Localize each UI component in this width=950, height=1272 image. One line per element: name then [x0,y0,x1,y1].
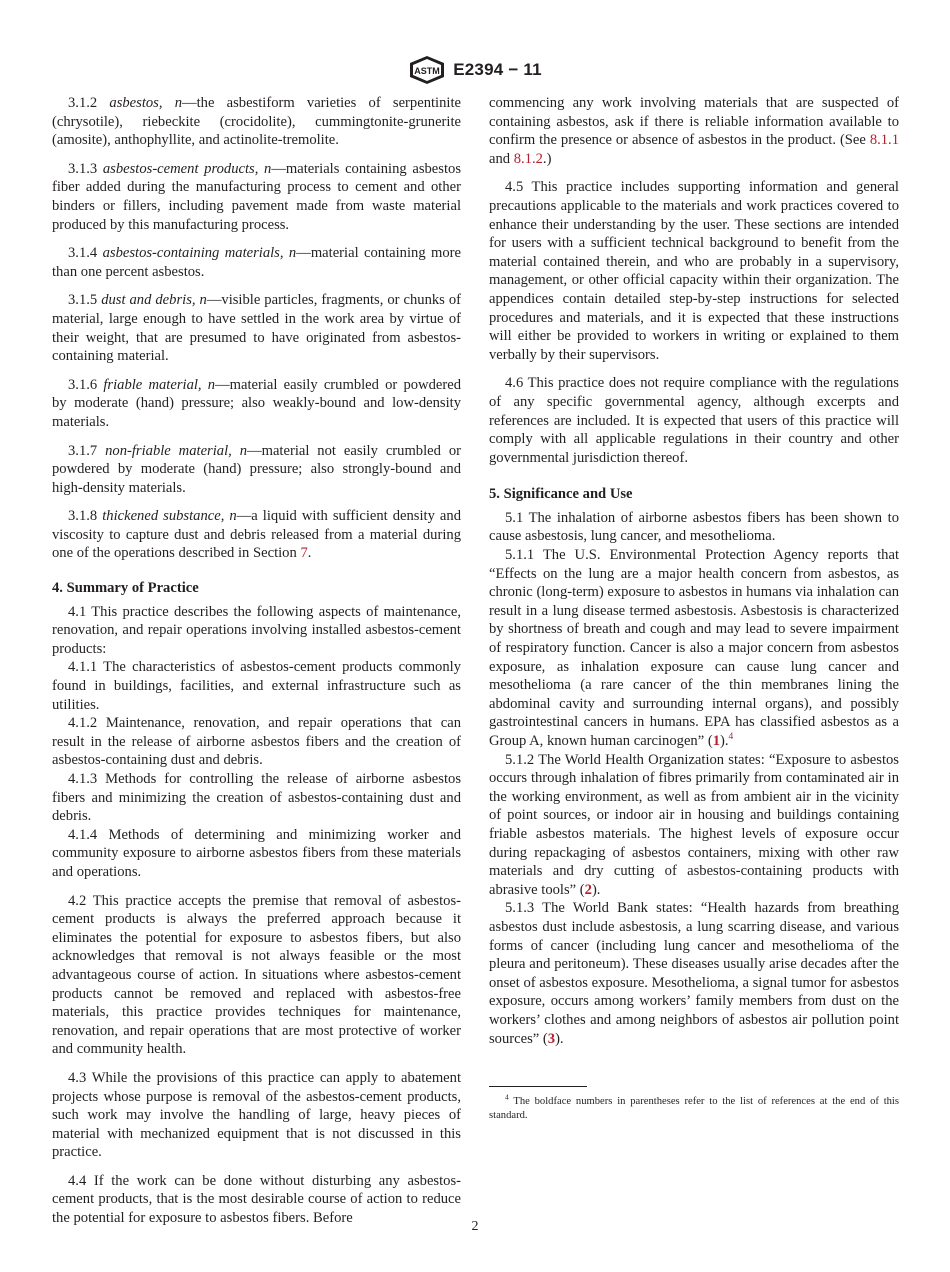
logo-text: ASTM [414,66,440,76]
defined-term: non-friable material, n [105,442,247,459]
paragraph-4-2: 4.2 This practice accepts the premise that removal of asbestos-cement products is always the preferred approach because it eliminates the potential for exposure to asbestos fibers, but also acknowledges that removal is not always feasible or the most advantageous course of action. In situations where asbestos-cement products cannot be removed and replaced with asbestos-free materials, this practice provides techniques for maintenance, renovation, and repair operations that are most protective of worker and community health. [52,892,461,1058]
footnote-number: 4 [505,1092,509,1102]
definition-3-1-6 [52,376,461,432]
definition-body: —visible particles, fragments, or chunks of material, large enough to have settled in the work area by virtue of their weight, that are presumed to have originated from asbestos-containing material. [52,292,462,365]
paragraph-text: 5.1.1 The U.S. Environmental Protection Agency reports that “Effects on the lung are a major health concern from asbestos, as chronic (long-term) exposure to asbestos in humans via inhalation can result in a lung disease termed asbestosis. Asbestosis is characterized by shortness of breath and cough and may lead to severe impairment of respiratory function. Cancer is also a major concern from asbestos exposure, as inhalation exposure can cause lung cancer and mesothelioma (a rare cancer of the thin membranes lining the abdominal cavity and surrounding internal organs), and possibly gastrointestinal cancers in humans. EPA has classified asbestos as a Group A, known human carcinogen” ( [489,547,899,749]
paragraph-5-1: 5.1 The inhalation of airborne asbestos fibers has been shown to cause asbestosis, lung cancer, and mesothelioma. [489,509,899,545]
section-4-heading: 4. Summary of Practice [52,580,199,597]
paragraph-4-4-start: 4.4 If the work can be done without disturbing any asbestos-cement products, that is the most desirable course of action to reduce the potential for exposure to asbestos fibers. Before [52,1172,461,1227]
paragraph-text: 5.1.3 The World Bank states: “Health hazards from breathing asbestos dust include asbestosis, a lung scarring disease, and various forms of cancer (including lung cancer and mesothelioma of the pleura and peritoneum). These diseases usually arise decades after the onset of asbestos exposure. Mesothelioma, a signal tumor for asbestos exposure, occurs among workers’ family members from dust on the workers’ clothes and among neighbors of asbestos air pollution point sources” ( [489,900,899,1047]
section-7-link[interactable]: 7 [300,545,308,562]
defined-term: dust and debris, n [101,292,207,309]
definition-3-1-5 [52,291,461,365]
paragraph-5-1-1 [489,546,899,751]
clause-number: 3.1.5 [68,292,98,309]
definition-body: —material easily crumbled or powdered by moderate (hand) pressure; also weakly-bound and low-density materials. [52,376,461,430]
paragraph-5-1-3 [489,899,899,1048]
paragraph-4-1-3: 4.1.3 Methods for controlling the release of airborne asbestos fibers and minimizing the creation of asbestos-containing dust and debris. [52,771,461,825]
definition-3-1-2 [52,94,461,150]
definition-3-1-7 [52,442,461,498]
clause-number: 3.1.6 [68,376,98,393]
paragraph-text: and [489,150,514,167]
section-5-heading: 5. Significance and Use [489,486,633,503]
astm-logo-icon [408,55,446,85]
page-header [0,54,950,86]
footnote-divider [489,1086,587,1087]
paragraph-5-1-2 [489,751,899,900]
punctuation: ). [591,881,601,898]
clause-number: 3.1.7 [68,442,98,459]
defined-term: asbestos-containing materials, n [102,245,297,262]
paragraph-4-3: 4.3 While the provisions of this practice can apply to abatement projects whose purpose is removal of the asbestos-cement products, such work may involve the handling of large, heavy pieces of material with mechanized equipment that is not discussed in this practice. [52,1069,461,1161]
paragraph-4-6: 4.6 This practice does not require compliance with the regulations of any specific governmental agency, although excerpts and references are included. It is expected that users of this practice will comply with all applicable regulations in their country and other governmental jurisdiction thereof. [489,375,899,466]
clause-number: 3.1.8 [68,508,98,525]
definition-body: —material containing more than one percent asbestos. [52,245,461,280]
paragraph-4-1: 4.1 This practice describes the following aspects of maintenance, renovation, and repair operations involving installed asbestos-cement products: [52,603,461,657]
footnote-4-marker[interactable]: 4 [728,732,734,743]
reference-1-link[interactable]: 1 [712,733,721,749]
definition-3-1-3 [52,160,461,234]
paragraph-text: 5.1.2 The World Health Organization states: “Exposure to asbestos occurs through inhalation of fibres primarily from contaminated air in the working environment, as well as from ambient air in the vicinity of point sources, or indoor air in housing and buildings containing friable asbestos materials. The highest levels of exposure occur during repackaging of asbestos containers, mixing with other raw materials and dry cutting of asbestos-containing products with abrasive tools” ( [489,751,899,898]
standard-designation: E2394 − 11 [453,60,542,79]
reference-3-link[interactable]: 3 [547,1030,556,1047]
definition-3-1-4 [52,244,461,281]
paragraph-4-1-4: 4.1.4 Methods of determining and minimizing worker and community exposure to airborne asbestos fibers from these materials and operations. [52,826,461,880]
defined-term: asbestos, n [109,95,182,111]
clause-number: 3.1.2 [68,95,98,111]
definition-3-1-8 [52,507,461,563]
punctuation: ). [555,1030,564,1047]
left-column [52,94,461,1228]
defined-term: thickened substance, n [102,508,237,525]
clause-number: 3.1.3 [68,160,98,177]
clause-8-1-2-link[interactable]: 8.1.2 [513,150,543,167]
definition-body: —material not easily crumbled or powdered by moderate (hand) pressure; also strongly-bound and high-density materials. [52,442,461,496]
paragraph-text: commencing any work involving materials that are suspected of containing asbestos, ask if there is reliable information available to confirm the presence or absence of asbestos in the product. (See [489,95,899,149]
paragraph-4-1-1: 4.1.1 The characteristics of asbestos-cement products commonly found in buildings, facilities, and external infrastructure such as utilities. [52,659,461,713]
defined-term: friable material, n [103,376,216,393]
footnote-text: The boldface numbers in parentheses refer to the list of references at the end of this standard. [489,1096,899,1121]
definition-body: —materials containing asbestos fiber added during the manufacturing process to cement and other binders or fillers, including pavement made from waste material produced by this manufacturing process. [52,160,461,233]
paragraph-4-4-continued [489,94,899,168]
reference-2-link[interactable]: 2 [584,881,592,898]
clause-number: 3.1.4 [68,245,98,262]
definition-body: —a liquid with sufficient density and viscosity to capture dust and debris released from a material during one of the operations described in Section [52,508,461,562]
punctuation: ). [720,733,729,749]
page-number: 2 [471,1219,479,1234]
punctuation: .) [542,150,552,167]
footnote-4 [489,1092,899,1122]
paragraph-4-5: 4.5 This practice includes supporting information and general precautions applicable to the materials and work practices covered to enhance their understanding by the user. These sections are intended for users with a sufficient technical background to benefit from the material contained therein, and who are probably in a supervisory, management, or other official capacity within their organization. The appendices contain detailed step-by-step instructions for selected procedures and materials, and it is expected that these instructions will either be provided to workers in writing or explained to them verbally by their supervisors. [489,179,899,363]
right-column [489,94,899,1122]
clause-8-1-1-link[interactable]: 8.1.1 [869,132,899,149]
defined-term: asbestos-cement products, n [102,160,272,177]
punctuation: . [307,545,312,562]
definition-body: —the asbestiform varieties of serpentinite (chrysotile), riebeckite (crocidolite), cummingtonite-grunerite (amosite), anthophyllite, and actinolite-tremolite. [52,95,461,149]
paragraph-4-1-2: 4.1.2 Maintenance, renovation, and repair operations that can result in the release of airborne asbestos fibers and the creation of asbestos-containing dust and debris. [52,715,461,769]
